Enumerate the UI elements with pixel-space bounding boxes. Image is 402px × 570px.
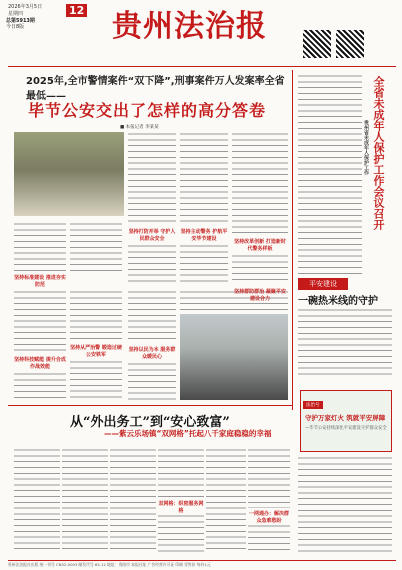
masthead-rule xyxy=(8,66,396,67)
lead-photo xyxy=(14,132,124,216)
lead-byline: ■ 本报记者 李某某 xyxy=(120,125,159,130)
lead-subhead: 坚持主动警务 护航平安毕节建设 xyxy=(180,229,228,242)
lead-column-5b xyxy=(232,254,288,284)
lead-column-3 xyxy=(128,132,176,226)
bottom-column-4 xyxy=(158,448,204,498)
lead-column-4b xyxy=(180,244,228,284)
bottom-subhead-1: 双网格：织密服务网格 xyxy=(158,501,204,514)
bottom-column-4b xyxy=(158,514,204,552)
section-rule xyxy=(8,405,292,406)
sidebar-box-text xyxy=(298,456,392,556)
pages-today: 今日8版 xyxy=(6,24,25,30)
sidebar-story-head: 一碗热米线的守护 xyxy=(298,296,378,307)
bottom-column-2 xyxy=(62,448,108,552)
lead-subhead: 坚持群防群治 凝聚平安建设合力 xyxy=(234,289,286,302)
lead-subhead: 坚持科技赋能 提升合成作战效能 xyxy=(14,357,66,370)
lead-column-1 xyxy=(14,222,66,272)
lead-column-4 xyxy=(180,132,228,226)
lead-subhead: 坚持改革创新 打造新时代警务样板 xyxy=(234,239,286,252)
lead-column-2b xyxy=(70,290,122,340)
date-line: 2026年3月5日 xyxy=(8,4,43,10)
sidebar-box xyxy=(300,390,392,452)
lead-column-1c xyxy=(14,372,66,402)
masthead-date xyxy=(8,4,100,18)
qr-code-icon xyxy=(336,30,364,58)
police-team-photo xyxy=(180,314,288,400)
paper-title: 贵州法治报 xyxy=(112,9,267,44)
column-rule xyxy=(292,70,293,410)
issue-number: 12 xyxy=(66,4,87,17)
bottom-column-6b xyxy=(248,524,290,552)
box-subhead: —毕节公安持续深化平安建设守护群众安全 xyxy=(305,426,387,431)
lead-subhead: 坚持标准建设 推进夯实防范 xyxy=(14,275,66,288)
lead-subhead: 坚持从严治警 锻造过硬公安铁军 xyxy=(70,345,122,358)
sidebar-banner: 平安建设 xyxy=(298,278,348,290)
box-headline: 守护万家灯火 筑就平安屏障 xyxy=(305,414,386,422)
lead-subhead: 坚持以民为本 服务群众暖民心 xyxy=(128,347,176,360)
bottom-headline: 从“外出务工”到“安心致富” xyxy=(70,415,230,430)
bottom-column-3 xyxy=(110,448,156,552)
lead-column-3c xyxy=(128,290,176,344)
box-label: 法治号 xyxy=(303,401,323,409)
sidebar-text xyxy=(298,74,362,274)
bottom-subhead: ——紫云乐场镇“双网格”托起八千家庭稳稳的幸福 xyxy=(104,429,272,438)
lead-column-5 xyxy=(232,132,288,236)
bottom-subhead-2: 一网通办：解决群众急难愁盼 xyxy=(248,511,289,524)
lead-kicker: 2025年,全市警情案件“双下降”,刑事案件万人发案率全省最低—— xyxy=(26,76,285,102)
lead-column-3b xyxy=(128,244,176,284)
sidebar-vertical-title: 全省未成年人保护工作会议召开 xyxy=(372,76,385,230)
bottom-column-5 xyxy=(206,448,246,552)
bottom-column-1 xyxy=(14,448,60,552)
bottom-column-6 xyxy=(248,448,290,508)
lead-column-2c xyxy=(70,360,122,402)
qr-code-icon xyxy=(303,30,331,58)
footer: 贵州法治报社出版 统一刊号 CN52-0003 邮发代号 65-12 地址：贵阳市 本报社址 广告经营许可证 印刷 零售价 每份1元 xyxy=(8,560,396,568)
issue-total: 总第5913期 xyxy=(6,18,35,24)
lead-column-3d xyxy=(128,362,176,402)
sidebar-story-text xyxy=(298,308,392,378)
issue-info xyxy=(6,18,102,30)
lead-column-2 xyxy=(70,222,122,272)
lead-column-1b xyxy=(14,290,66,352)
lead-subhead: 坚持打防并举 守护人民群众安全 xyxy=(128,229,176,242)
sidebar-vertical-sub: 贵州省未成年人保护工作 xyxy=(363,120,369,175)
weekday-line: 星期四 xyxy=(8,11,24,17)
lead-headline: 毕节公安交出了怎样的高分答卷 xyxy=(28,101,267,120)
